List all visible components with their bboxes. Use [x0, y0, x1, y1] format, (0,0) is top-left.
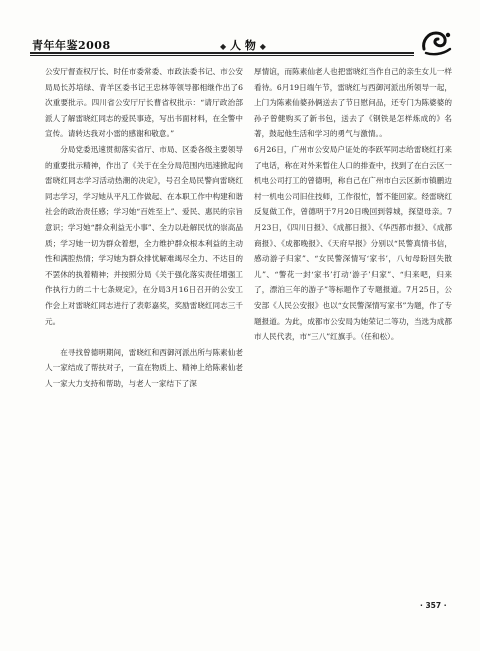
- diamond-left-icon: ◆: [220, 41, 227, 51]
- yearbook-title: 青年年鉴2008: [32, 39, 111, 52]
- header-rule: [30, 52, 414, 54]
- page-header: [30, 35, 450, 55]
- right-column: [254, 64, 452, 345]
- section-title: [220, 37, 266, 53]
- paragraph: 分局党委迅速贯彻落实省厅、市局、区委各级主要领导的重要批示精神，作出了《关于在全分局范围内迅速掀起向雷晓红同志学习活动热潮的决定》，号召全局民警向雷晓红同志学习，学习她从平凡工作做起、在本职工作中构建和谐社会的政治责任感；学习她“百姓至上”、爱民、惠民的宗旨意识；学习她“群众利益无小事”、全力以赴解民忧的崇高品质；学习她一切为群众着想，全力维护群众根本利益的主动性和满腔热情；学习她为群众排忧解难竭尽全力、不达目的不罢休的执着精神；并按照分局《关于强化落实责任增强工作执行力的二十七条规定》，在分局3月16日召开的公安工作会上对雷晓红同志进行了表彰嘉奖，奖励雷晓红同志三千元。: [45, 144, 243, 326]
- page-number: · 357 ·: [420, 601, 447, 610]
- yearbook-logo-icon: [418, 27, 454, 57]
- paragraph: 在寻找曾德明期间，雷晓红和西御河派出所与陈素仙老人一家结成了帮扶对子，一直在物质上、精神上给陈素仙老人一家大力支持和帮助，与老人一家结下了深: [45, 347, 243, 388]
- left-column: [45, 64, 243, 391]
- header-rule-thin: [30, 55, 414, 56]
- paragraph: 厚情谊，而陈素仙老人也把雷晓红当作自己的亲生女儿一样看待。6月19日端午节，雷晓红与西御河派出所领导一起，上门为陈素仙婆孙俩送去了节日慰问品，还专门为陈婆婆的孙子曾健购买了新书包，送去了《钢铁是怎样炼成的》名著，鼓起他生活和学习的勇气与激情。。: [254, 67, 452, 139]
- diamond-right-icon: ◆: [259, 41, 266, 51]
- paragraph: 公安厅督查权厅长、时任市委常委、市政法委书记、市公安局局长苏培绿、青羊区委书记王忠林等领导都相继作出了6次重要批示。四川省公安厅厅长曹省权批示：“请厅政治部派人了解雷晓红同志的爱民事迹，写出书面材料，在全警中宣传。请转达我对小雷的感谢和敬意。”: [45, 67, 243, 139]
- paragraph: 6月26日，广州市公安局户证处的李跃军同志给雷晓红打来了电话，称在对外来暂住人口的排查中，找到了在白云区一机电公司打工的曾德明，称自己在广州市白云区新市镇鹏边村一机电公司旧住技师，工作很忙，暂不能回家。经雷晓红反复做工作，曾德明于7月20日晚回到蓉城，探望母亲。7月23日，《四川日报》、《成都日报》、《华西都市报》、《成都商报》、《成都晚报》、《天府早报》分别以“民警真情书信，感动游子归家”、“女民警深情写‘家书’，八旬母盼回失散儿”、“警花一封‘家书’打动‘游子’归家”、“归来吧，归来了，漂泊三年的游子”等标题作了专题报道。7月25日，公安部《人民公安报》也以“女民警深情写家书”为题，作了专题报道。为此，成都市公安局为她荣记二等功，当选为成都市人民代表，市“三八”红旗手。（任和松）。: [254, 144, 452, 342]
- section-title-text: 人 物: [230, 39, 256, 52]
